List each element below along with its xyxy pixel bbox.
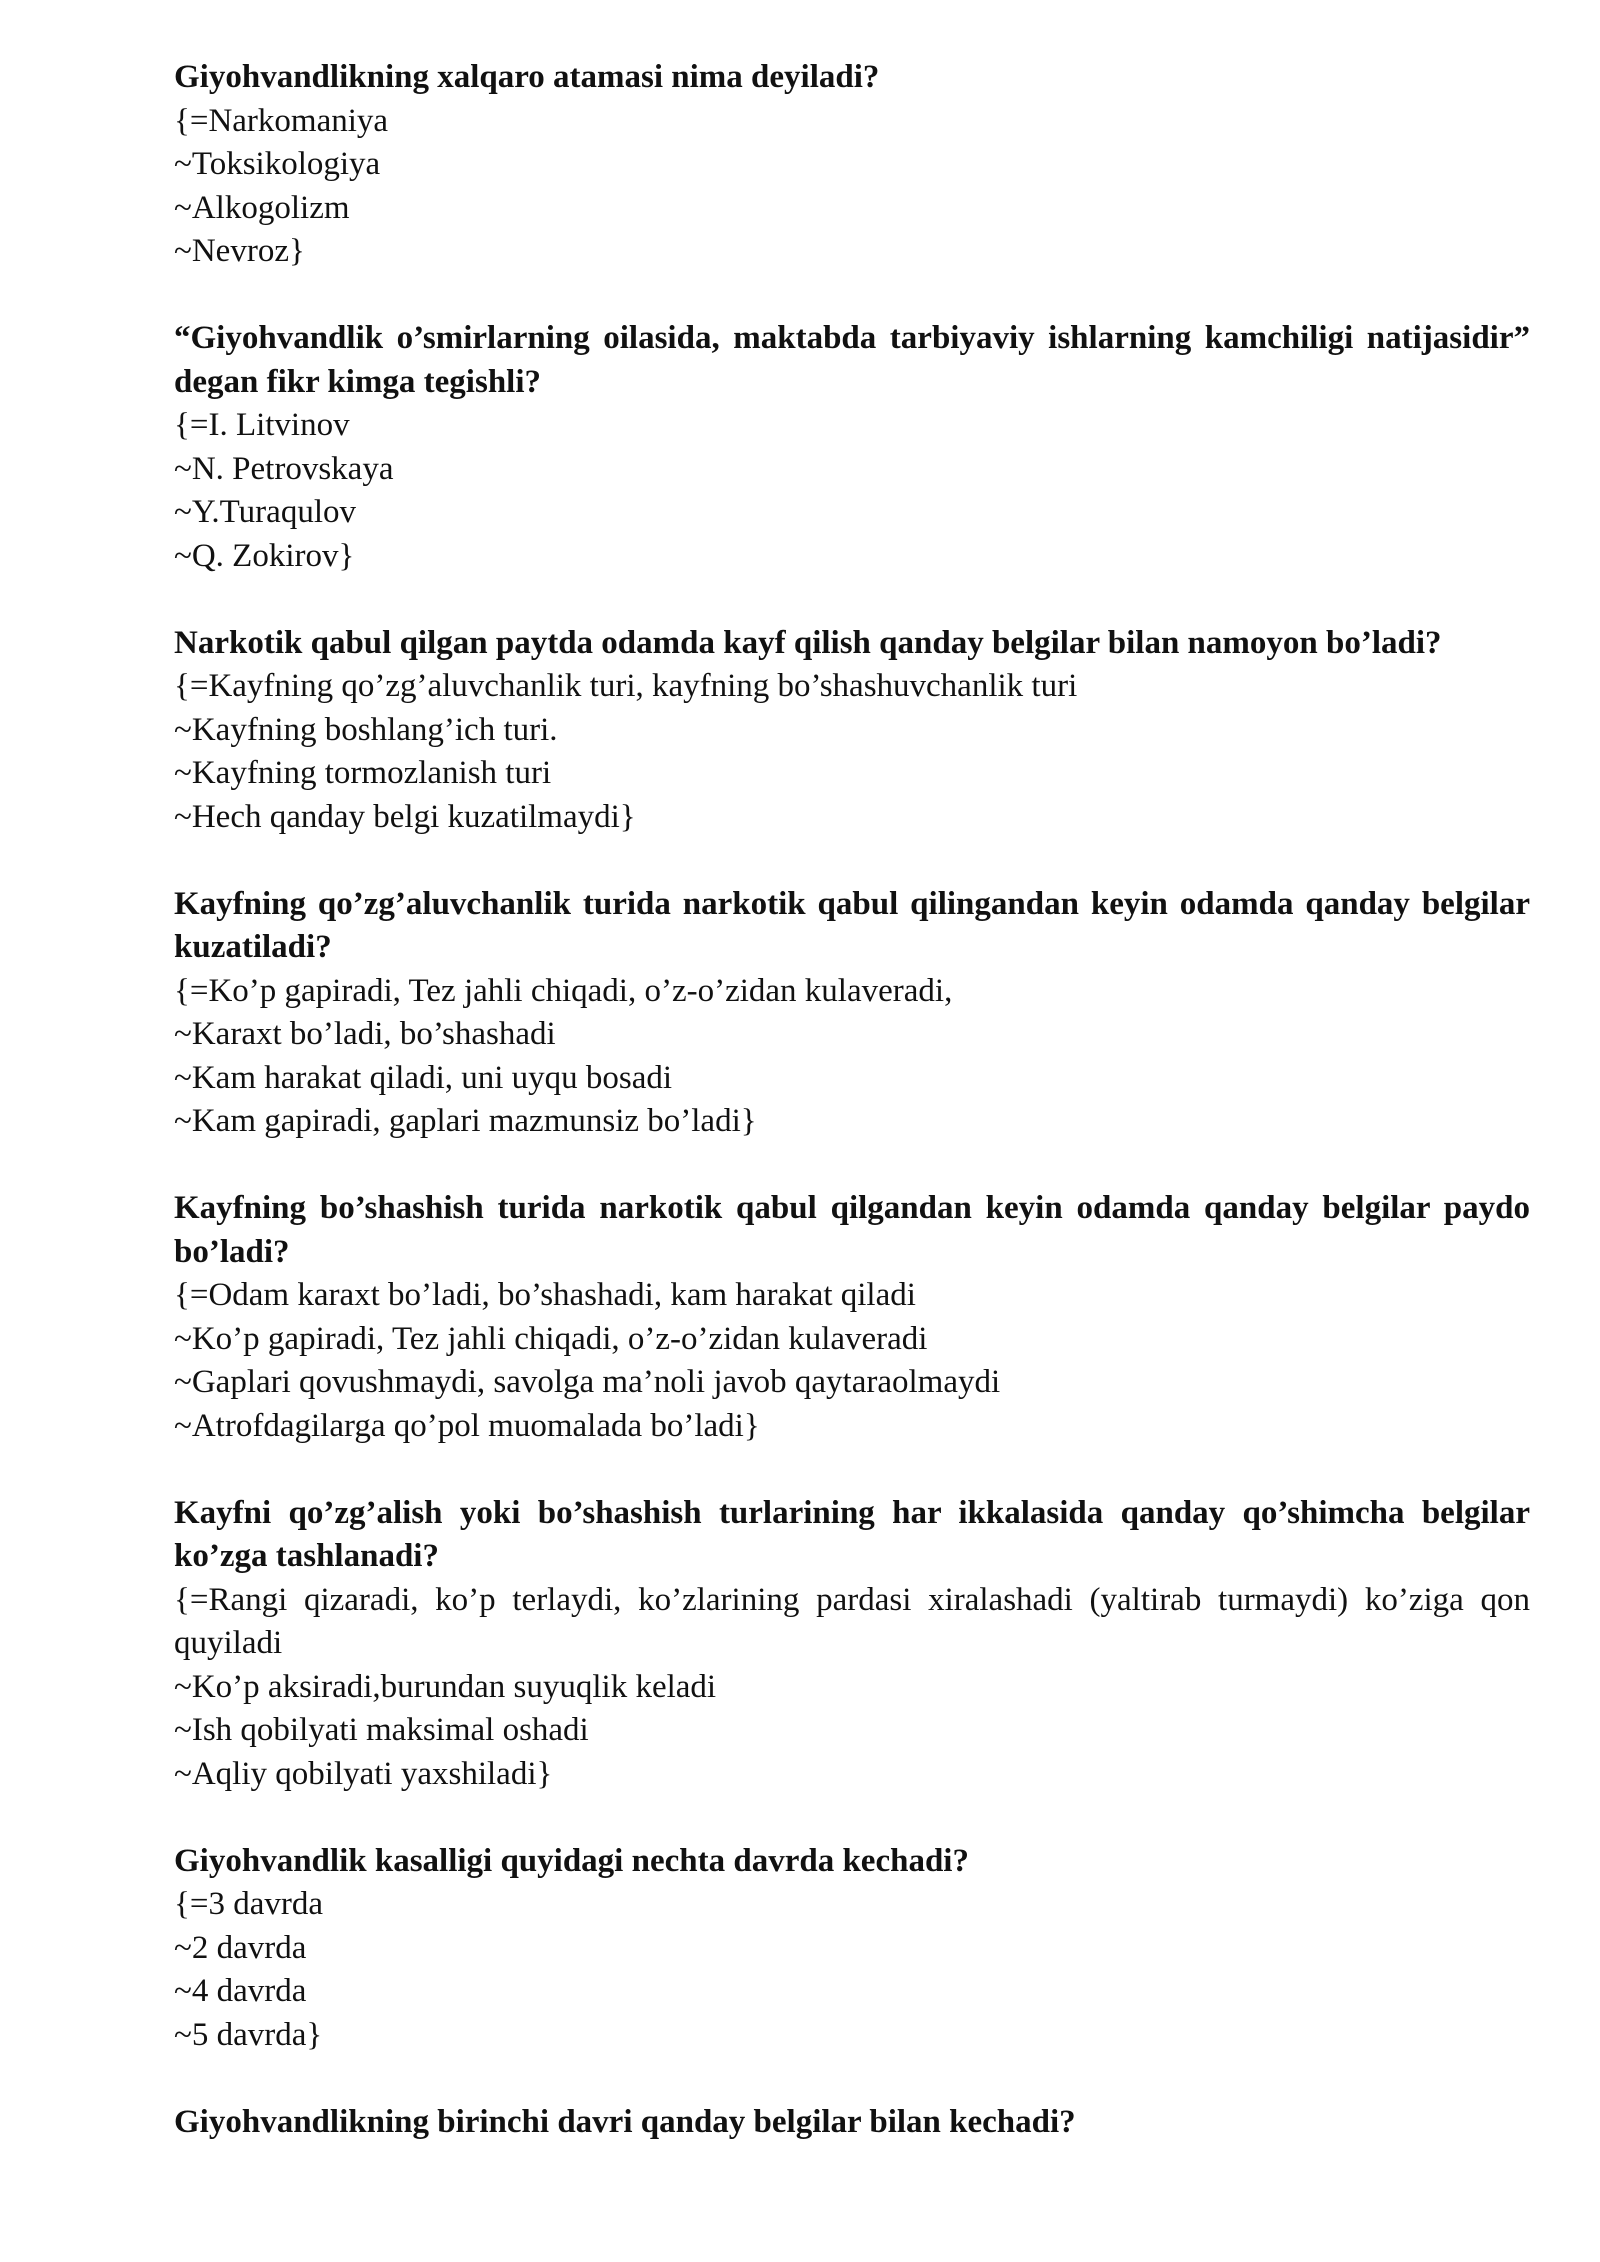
question-title: Kayfning qo’zg’aluvchanlik turida narkotik qabul qilingandan keyin odamda qanday belgilar kuzatiladi? (174, 885, 1530, 965)
question-block (174, 317, 1530, 578)
answer-option: ~Gaplari qovushmaydi, savolga ma’noli javob qaytaraolmaydi (174, 1364, 1001, 1400)
answer-option: ~2 davrda (174, 1929, 307, 1966)
answer-option: ~Ko’p gapiradi, Tez jahli chiqadi, o’z-o’zidan kulaveradi (174, 1320, 928, 1357)
answer-option: ~5 davrda} (174, 2016, 323, 2053)
answer-option: {=Ko’p gapiradi, Tez jahli chiqadi, o’z-o’zidan kulaveradi, (174, 972, 953, 1009)
answer-option: ~N. Petrovskaya (174, 450, 394, 487)
question-block (174, 2101, 1530, 2145)
answer-option: ~Kayfning boshlang’ich turi. (174, 711, 558, 748)
answer-option: ~4 davrda (174, 1973, 307, 2009)
answer-option: {=Odam karaxt bo’ladi, bo’shashadi, kam harakat qiladi (174, 1277, 916, 1313)
question-title: Narkotik qabul qilgan paytda odamda kayf qilish qanday belgilar bilan namoyon bo’ladi? (174, 624, 1442, 661)
question-block (174, 56, 1530, 274)
answer-option: {=Kayfning qo’zg’aluvchanlik turi, kayfning bo’shashuvchanlik turi (174, 668, 1078, 704)
question-title: Kayfni qo’zg’alish yoki bo’shashish turlarining har ikkalasida qanday qo’shimcha belgilar ko’zga tashlanadi? (174, 1494, 1530, 1574)
question-title: Giyohvandlikning xalqaro atamasi nima deyiladi? (174, 59, 880, 95)
answer-option: {=I. Litvinov (174, 407, 350, 443)
answer-option: ~Ish qobilyati maksimal oshadi (174, 1712, 589, 1748)
question-title: Kayfning bo’shashish turida narkotik qabul qilgandan keyin odamda qanday belgilar paydo bo’ladi? (174, 1190, 1530, 1270)
answer-option: ~Kam gapiradi, gaplari mazmunsiz bo’ladi} (174, 1103, 757, 1139)
answer-option: ~Hech qanday belgi kuzatilmaydi} (174, 798, 636, 835)
question-title: “Giyohvandlik o’smirlarning oilasida, maktabda tarbiyaviy ishlarning kamchiligi natijasidir” degan fikr kimga tegishli? (174, 320, 1530, 400)
answer-option: ~Aqliy qobilyati yaxshiladi} (174, 1755, 553, 1792)
answer-option: ~Q. Zokirov} (174, 537, 355, 574)
answer-option: ~Alkogolizm (174, 189, 350, 226)
answer-option: {=3 davrda (174, 1886, 323, 1922)
question-block (174, 1492, 1530, 1797)
answer-option: ~Atrofdagilarga qo’pol muomalada bo’ladi} (174, 1407, 760, 1444)
answer-option: ~Ko’p aksiradi,burundan suyuqlik keladi (174, 1668, 717, 1705)
question-block (174, 1840, 1530, 2058)
answer-option: ~Toksikologiya (174, 146, 381, 182)
question-title: Giyohvandlikning birinchi davri qanday belgilar bilan kechadi? (174, 2103, 1076, 2140)
answer-option: ~Nevroz} (174, 233, 305, 269)
question-block (174, 622, 1530, 840)
question-block (174, 1187, 1530, 1448)
question-block (174, 883, 1530, 1144)
answer-option: {=Narkomaniya (174, 102, 389, 139)
answer-option: ~Kam harakat qiladi, uni uyqu bosadi (174, 1059, 673, 1096)
question-title: Giyohvandlik kasalligi quyidagi nechta davrda kechadi? (174, 1842, 969, 1879)
answer-option: ~Y.Turaqulov (174, 494, 356, 530)
answer-option: ~Kayfning tormozlanish turi (174, 755, 552, 791)
answer-option: ~Karaxt bo’ladi, bo’shashadi (174, 1016, 556, 1052)
answer-option: {=Rangi qizaradi, ko’p terlaydi, ko’zlarining pardasi xiralashadi (yaltirab turmaydi) ko’ziga qon quyiladi (174, 1581, 1530, 1661)
